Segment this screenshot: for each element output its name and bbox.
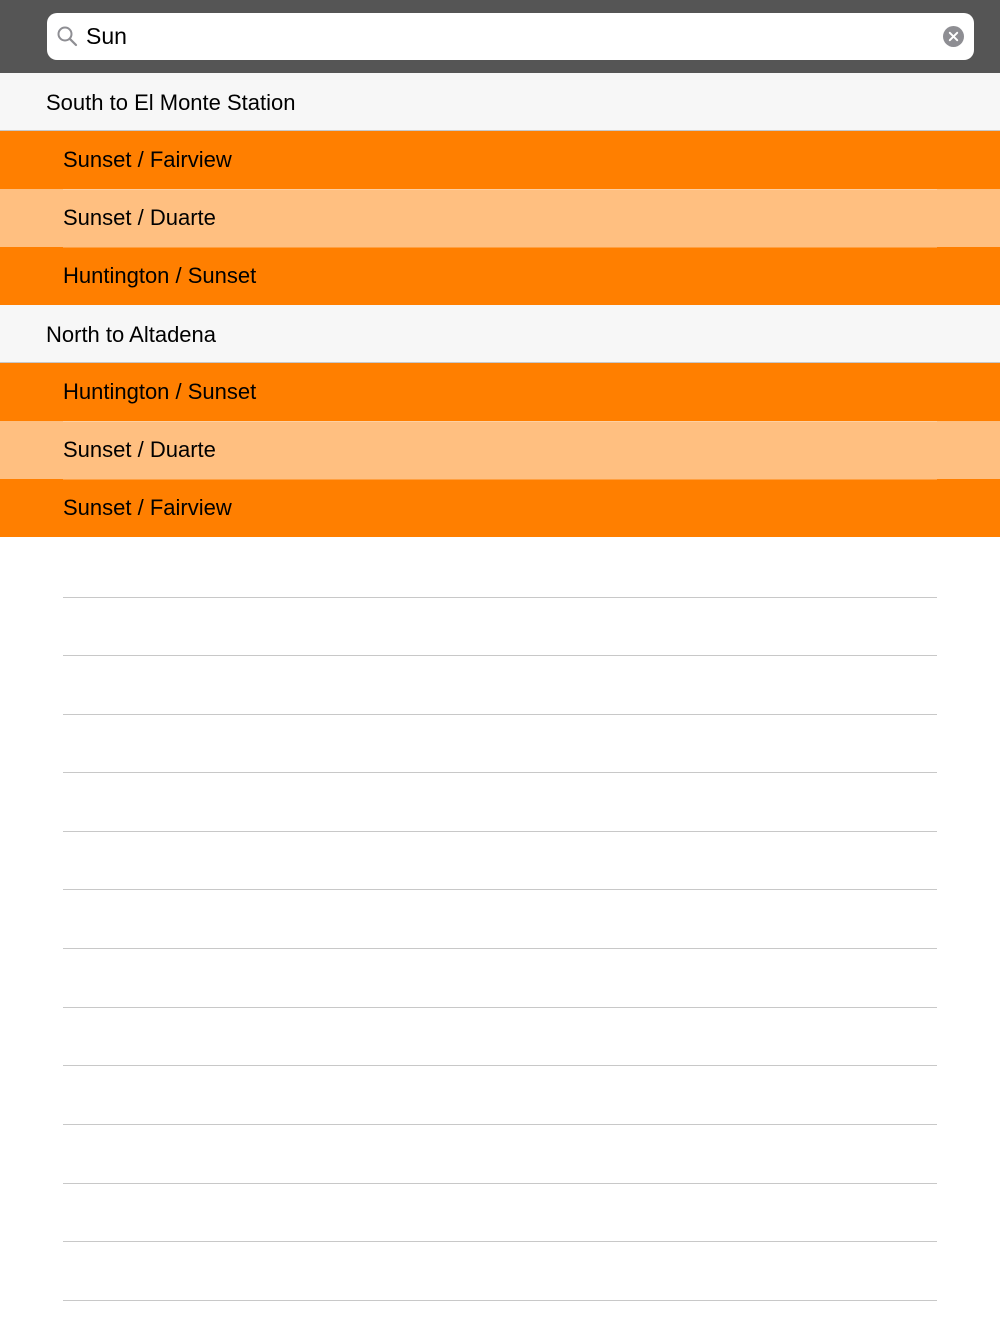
section-header-north bbox=[0, 305, 1000, 363]
row-separator bbox=[63, 1300, 937, 1301]
row-separator bbox=[63, 1065, 937, 1066]
list-item[interactable] bbox=[0, 363, 1000, 421]
list-item-label: Huntington / Sunset bbox=[63, 379, 257, 404]
row-separator bbox=[63, 597, 937, 598]
list-item-label: Huntington / Sunset bbox=[63, 263, 257, 288]
row-separator bbox=[63, 1124, 937, 1125]
list-item-label: Sunset / Fairview bbox=[63, 495, 232, 520]
row-separator bbox=[63, 889, 937, 890]
row-separator bbox=[63, 655, 937, 656]
stop-list bbox=[0, 73, 1000, 537]
section-title: North to Altadena bbox=[46, 321, 217, 347]
section-header-south bbox=[0, 73, 1000, 131]
row-separator bbox=[63, 831, 937, 832]
empty-table-area bbox=[0, 538, 1000, 1334]
list-item[interactable] bbox=[0, 421, 1000, 479]
list-item-label: Sunset / Fairview bbox=[63, 147, 232, 172]
row-separator bbox=[63, 772, 937, 773]
search-field[interactable] bbox=[47, 13, 974, 60]
search-bar bbox=[0, 0, 1000, 73]
row-separator bbox=[63, 714, 937, 715]
row-separator bbox=[63, 948, 937, 949]
clear-search-icon[interactable] bbox=[943, 26, 964, 47]
list-item[interactable] bbox=[0, 189, 1000, 247]
row-separator bbox=[63, 1007, 937, 1008]
row-separator bbox=[63, 1183, 937, 1184]
list-item[interactable] bbox=[0, 247, 1000, 305]
row-separator bbox=[63, 1241, 937, 1242]
list-item-label: Sunset / Duarte bbox=[63, 205, 216, 230]
list-item[interactable] bbox=[0, 479, 1000, 537]
search-input[interactable] bbox=[86, 13, 926, 60]
search-icon bbox=[56, 25, 78, 47]
list-item[interactable] bbox=[0, 131, 1000, 189]
section-title: South to El Monte Station bbox=[46, 89, 296, 115]
list-item-label: Sunset / Duarte bbox=[63, 437, 216, 462]
